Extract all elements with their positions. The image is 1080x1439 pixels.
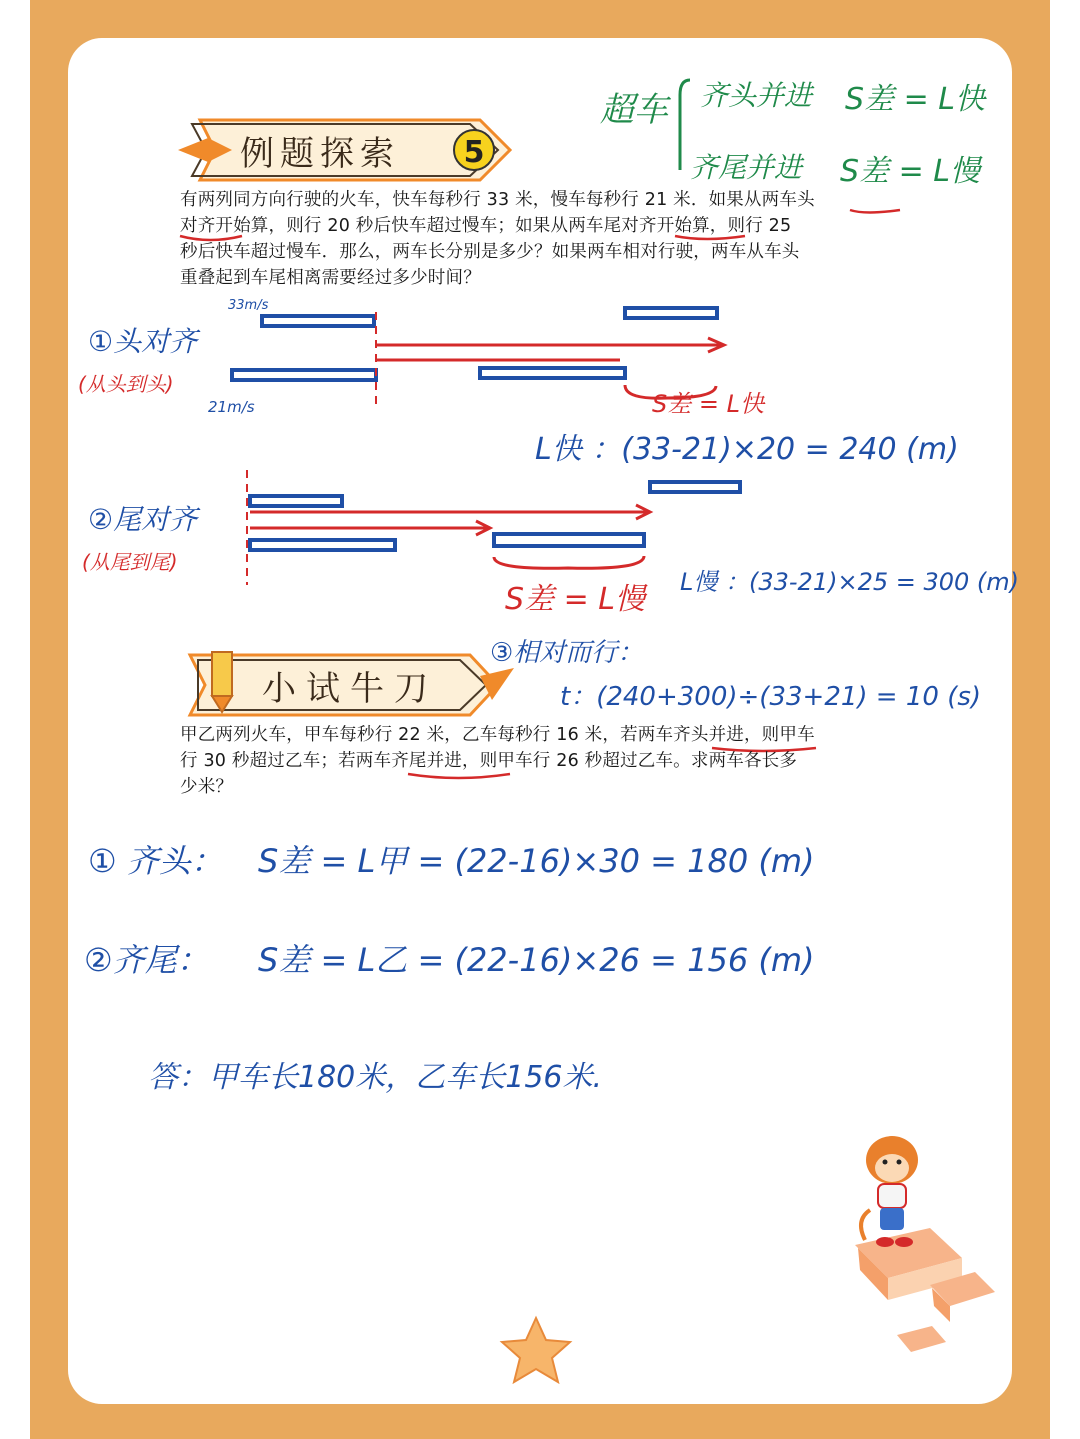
practice-line: 少米？ [180,777,234,797]
note-tail-aligned: 齐尾并进 [690,151,803,184]
example-number: 5 [463,135,485,170]
star-icon [502,1318,570,1382]
solution-1-formula: S差 = L甲 = (22-16)×30 = 180 (m) [258,842,815,880]
note-tail-formula: S差 = L慢 [840,154,980,189]
d2-answer: L慢 ：(33-21)×25 = 300 (m) [680,568,1020,596]
note-overtake-label: 超车 [600,90,668,130]
relative-label: ③相对而行： [490,638,644,668]
d2-red-formula: S差 = L慢 [505,582,645,617]
diagram-tail-aligned [247,470,740,585]
example-line: 有两列同方向行驶的火车，快车每秒行 33 米，慢车每秒行 21 米．如果从两车头 [180,190,815,210]
d2-label: ②尾对齐 [88,503,198,536]
monkey-mascot-icon [855,1136,995,1352]
d1-answer: L快 ：(33-21)×20 = 240 (m) [535,432,959,467]
solution-1-label: ① 齐头： [88,842,223,880]
practice-line: 甲乙两列火车，甲车每秒行 22 米，乙车每秒行 16 米，若两车齐头并进，则甲车 [180,725,815,745]
example-line: 重叠起到车尾相离需要经过多少时间？ [180,268,481,288]
d1-speed-slow: 21m/s [208,398,255,416]
note-head-aligned: 齐头并进 [700,79,813,112]
d1-red-formula: S差 = L快 [652,390,764,418]
practice-line: 行 30 秒超过乙车；若两车齐尾并进，则甲车行 26 秒超过乙车。求两车各长多 [180,751,798,771]
solution-answer: 答：甲车长180米，乙车长156米. [148,1060,603,1095]
example-text [180,187,815,291]
example-title: 例题探索 [240,134,400,174]
diagram-head-aligned [232,308,724,408]
d2-sub: (从尾到尾) [82,550,178,574]
example-line: 对齐开始算，则行 20 秒后快车超过慢车；如果从两车尾对齐开始算，则行 25 [180,216,792,236]
d1-label: ①头对齐 [88,325,198,358]
practice-text [180,722,815,800]
relative-answer: t：(240+300)÷(33+21) = 10 (s) [560,682,982,712]
solution-2-formula: S差 = L乙 = (22-16)×26 = 156 (m) [258,941,815,979]
practice-title: 小试牛刀 [262,669,438,709]
d1-sub: (从头到头) [78,372,174,396]
solution-2-label: ②齐尾： [84,941,209,979]
green-bracket [680,80,690,170]
pencil-icon [212,652,232,696]
d1-speed-fast: 33m/s [228,298,269,313]
example-line: 秒后快车超过慢车．那么，两车长分别是多少？如果两车相对行驶，两车从车头 [180,242,800,262]
note-head-formula: S差 = L快 [845,82,985,117]
